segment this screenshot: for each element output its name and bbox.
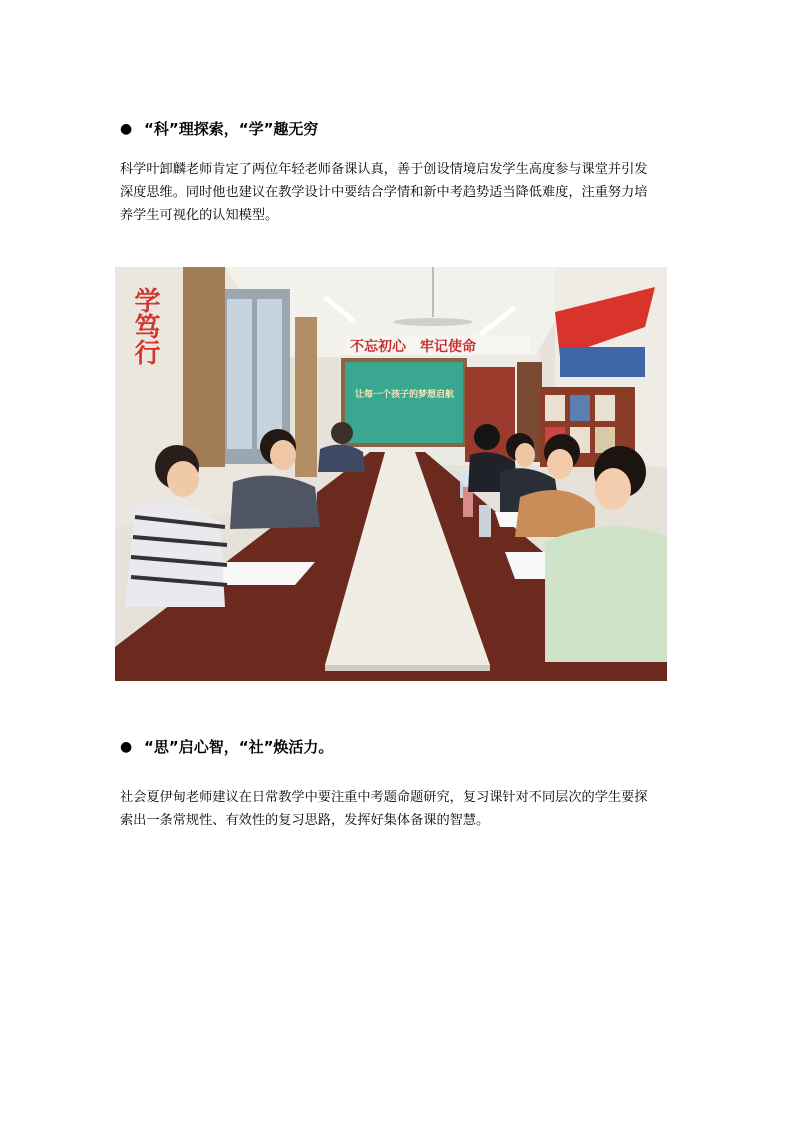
- bullet-icon: ●: [120, 120, 133, 137]
- board-text: 让每一个孩子的梦想启航: [355, 390, 455, 400]
- section2-heading: [120, 736, 333, 757]
- section1-line-3: 养学生可视化的认知模型。: [120, 208, 279, 223]
- section2-paragraph: [120, 786, 680, 832]
- section1-title: “科”理探索，“学”趣无穷: [144, 120, 319, 138]
- section1-paragraph: [120, 158, 680, 227]
- section2-line-1: 社会夏伊甸老师建议在日常教学中要注重中考题命题研究，复习课针对不同层次的学生要探: [120, 790, 648, 805]
- section1-heading: [120, 118, 318, 139]
- wall-slogan-vertical: 学笃行: [130, 287, 160, 365]
- section2-title: “思”启心智，“社”焕活力。: [144, 738, 334, 756]
- section2-line-2: 索出一条常规性、有效性的复习思路，发挥好集体备课的智慧。: [120, 813, 490, 828]
- section1-line-2: 深度思维。同时他也建议在教学设计中要结合学情和新中考趋势适当降低难度，注重努力培: [120, 185, 648, 200]
- bullet-icon: ●: [120, 738, 133, 755]
- section1-line-1: 科学叶卸麟老师肯定了两位年轻老师备课认真，善于创设情境启发学生高度参与课堂并引发: [120, 162, 648, 177]
- banner-left: 不忘初心: [350, 339, 406, 355]
- meeting-photo: [115, 267, 667, 681]
- banner-right: 牢记使命: [420, 339, 476, 355]
